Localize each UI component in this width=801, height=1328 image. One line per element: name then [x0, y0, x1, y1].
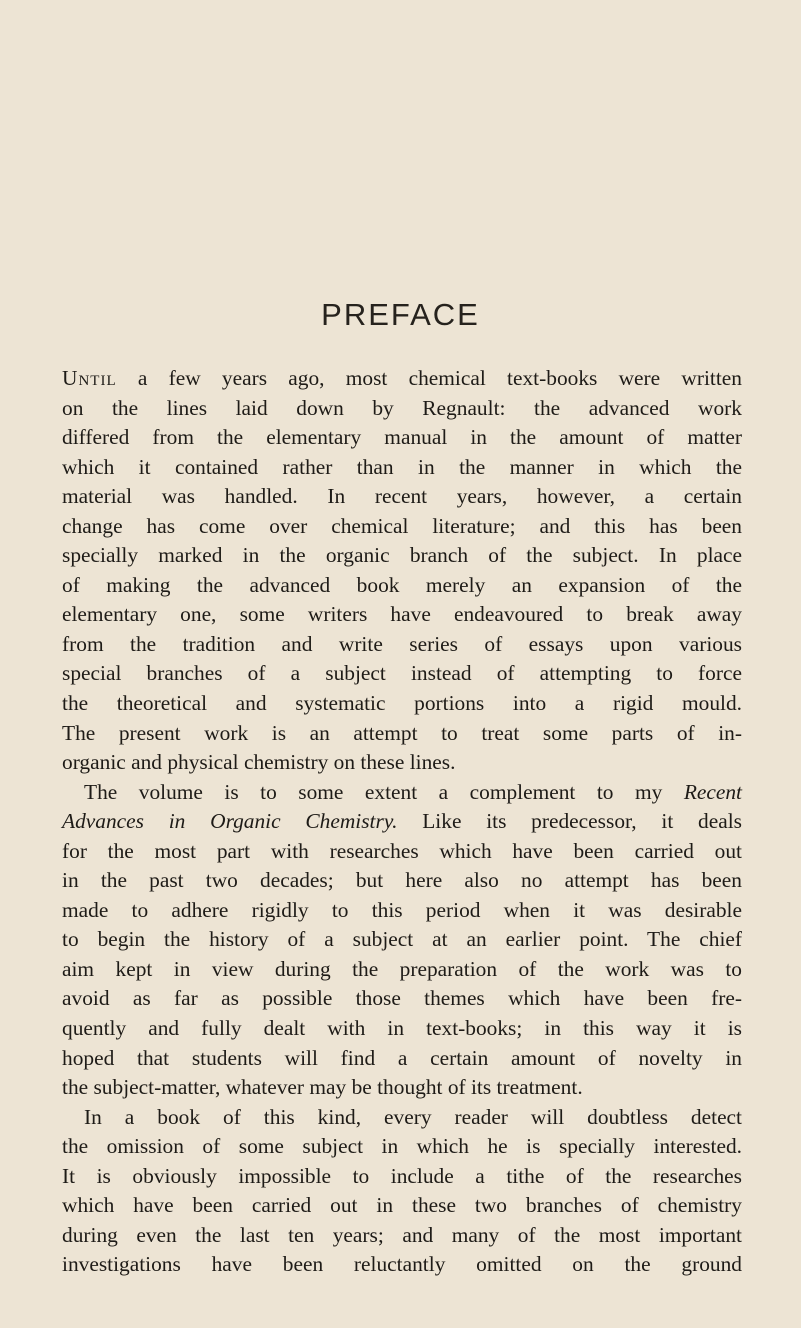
- text-run: a few years ago, most chemical text-books were written: [116, 366, 742, 390]
- text-line: [62, 482, 742, 512]
- text-run: elementary one, some writers have endeavoured to break away: [62, 602, 742, 627]
- page-title: PREFACE: [321, 297, 480, 332]
- text-line: [62, 453, 742, 483]
- text-line: [62, 1250, 742, 1280]
- text-run: The present work is an attempt to treat some parts of in-: [62, 720, 742, 745]
- text-line: [62, 630, 742, 660]
- text-run: aim kept in view during the preparation of the work was to: [62, 956, 742, 981]
- text-line: [62, 1221, 742, 1251]
- text-line: [62, 1014, 742, 1044]
- text-run: differed from the elementary manual in the amount of matter: [62, 425, 742, 450]
- text-run: in the past two decades; but here also no attempt has been: [62, 868, 742, 893]
- text-run: of making the advanced book merely an expansion of the: [62, 572, 742, 597]
- text-run: which it contained rather than in the manner in which the: [62, 454, 742, 479]
- text-line: [62, 719, 742, 749]
- text-line: [62, 866, 742, 896]
- text-line: [62, 896, 742, 926]
- text-line: [62, 659, 742, 689]
- text-line: [62, 1073, 742, 1103]
- text-run: from the tradition and write series of essays upon various: [62, 631, 742, 656]
- italic-text: Advances in Organic Chemistry.: [62, 809, 398, 834]
- text-run: It is obviously impossible to include a tithe of the researches: [62, 1163, 742, 1188]
- text-run: organic and physical chemistry on these lines.: [62, 750, 456, 775]
- text-run: specially marked in the organic branch of the subject. In place: [62, 543, 742, 568]
- text-line: [62, 837, 742, 867]
- text-line: [62, 1132, 742, 1162]
- text-run: for the most part with researches which have been carried out: [62, 838, 742, 863]
- text-line: [62, 778, 742, 808]
- text-run: the omission of some subject in which he is specially interested.: [62, 1134, 742, 1159]
- text-run: on the lines laid down by Regnault: the advanced work: [62, 395, 742, 420]
- text-line: [62, 423, 742, 453]
- text-run: special branches of a subject instead of attempting to force: [62, 661, 742, 686]
- text-line: [62, 512, 742, 542]
- text-line: [62, 1044, 742, 1074]
- text-line: [62, 394, 742, 424]
- text-line: [62, 689, 742, 719]
- text-run: change has come over chemical literature; and this has been: [62, 513, 742, 538]
- text-run: Like its predecessor, it deals: [397, 809, 742, 834]
- text-run: investigations have been reluctantly omitted on the ground: [62, 1252, 742, 1277]
- text-line: [62, 1191, 742, 1221]
- text-line: [62, 807, 742, 837]
- text-line: [62, 1162, 742, 1192]
- italic-text: Recent: [683, 779, 742, 804]
- text-run: In a book of this kind, every reader will doubtless detect: [84, 1104, 742, 1129]
- text-run: hoped that students will find a certain amount of novelty in: [62, 1045, 742, 1070]
- text-run: material was handled. In recent years, however, a certain: [62, 484, 742, 509]
- text-run: the theoretical and systematic portions into a rigid mould.: [62, 691, 742, 716]
- text-line: [62, 600, 742, 630]
- text-line: [62, 925, 742, 955]
- text-run: quently and fully dealt with in text-books; in this way it is: [62, 1016, 742, 1041]
- text-run: to begin the history of a subject at an earlier point. The chief: [62, 927, 742, 952]
- text-line: [62, 984, 742, 1014]
- text-line: [62, 541, 742, 571]
- text-run: which have been carried out in these two branches of chemistry: [62, 1193, 742, 1218]
- preface-body: [62, 364, 742, 1280]
- text-line: [62, 1103, 742, 1133]
- small-caps-text: Until: [62, 366, 117, 390]
- text-line: [62, 955, 742, 985]
- text-run: The volume is to some extent a complement to my: [84, 779, 684, 804]
- text-line: [62, 571, 742, 601]
- text-line: [62, 364, 742, 394]
- text-run: the subject-matter, whatever may be thought of its treatment.: [62, 1075, 583, 1100]
- text-run: during even the last ten years; and many of the most important: [62, 1222, 742, 1247]
- text-run: avoid as far as possible those themes which have been fre-: [62, 986, 742, 1011]
- text-line: [62, 748, 742, 778]
- text-run: made to adhere rigidly to this period when it was desirable: [62, 897, 742, 922]
